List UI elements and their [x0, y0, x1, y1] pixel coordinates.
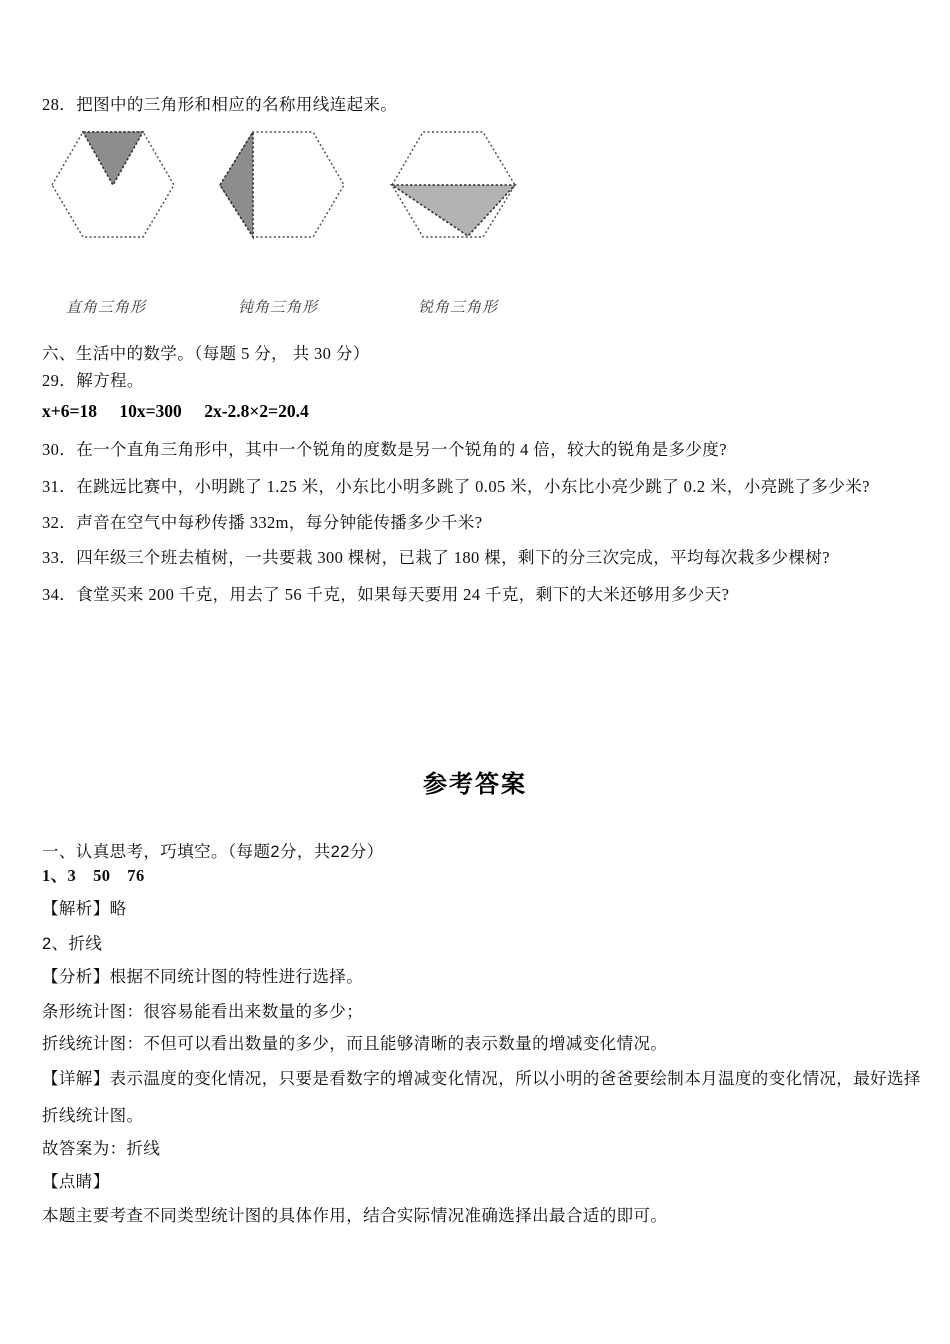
label-obtuse-triangle: 钝角三角形 — [238, 300, 319, 316]
question-32-text: 32．声音在空气中每秒传播 332m，每分钟能传播多少千米? — [42, 513, 483, 532]
question-28-text: 28．把图中的三角形和相应的名称用线连起来。 — [42, 95, 398, 114]
equation-2: 10x=300 — [119, 401, 182, 421]
section-six-heading: 六、生活中的数学。（每题 5 分， 共 30 分） — [42, 344, 370, 363]
label-acute-triangle: 锐角三角形 — [418, 300, 499, 316]
equation-1: x+6=18 — [42, 401, 97, 421]
answer-2-bar-chart-note: 条形统计图：很容易能看出来数量的多少； — [42, 1003, 364, 1021]
hexagon-2-group — [220, 132, 344, 237]
question-30-text: 30．在一个直角三角形中，其中一个锐角的度数是另一个锐角的 4 倍，较大的锐角是多少度? — [42, 440, 727, 459]
answer-2-tip-header: 【点睛】 — [42, 1173, 110, 1191]
equation-3: 2x-2.8×2=20.4 — [204, 401, 309, 421]
answer-key-title: 参考答案 — [423, 771, 527, 798]
answer-2-analysis: 【分析】根据不同统计图的特性进行选择。 — [42, 968, 364, 986]
answer-1-values: 1、3 50 76 — [42, 866, 145, 885]
question-29-equations — [42, 401, 309, 422]
answer-2-line-chart-note: 折线统计图：不但可以看出数量的多少，而且能够清晰的表示数量的增减变化情况。 — [42, 1035, 668, 1053]
answer-section-one-heading: 一、认真思考，巧填空。（每题2分，共22分） — [42, 843, 384, 861]
shaded-left-triangle — [220, 132, 253, 237]
triangle-matching-figure — [40, 122, 520, 247]
question-34-text: 34．食堂买来 200 千克，用去了 56 千克，如果每天要用 24 千克，剩下的大米还够用多少天? — [42, 585, 730, 604]
shaded-lower-right-triangle — [392, 185, 515, 236]
question-31-text: 31．在跳远比赛中，小明跳了 1.25 米，小东比小明多跳了 0.05 米，小东比小亮少跳了 0.2 米，小亮跳了多少米? — [42, 477, 870, 496]
answer-2-detail: 【详解】表示温度的变化情况，只要是看数字的增减变化情况，所以小明的爸爸要绘制本月温度的变化情况，最好选择 — [42, 1070, 921, 1088]
question-33-text: 33．四年级三个班去植树，一共要栽 300 棵树，已栽了 180 棵，剩下的分三次完成，平均每次栽多少棵树? — [42, 548, 830, 567]
answer-2-detail-continued: 折线统计图。 — [42, 1107, 144, 1125]
answer-2-conclusion: 故答案为：折线 — [42, 1140, 161, 1158]
answer-2-value: 2、折线 — [42, 935, 103, 953]
hexagon-1-group — [52, 132, 174, 237]
label-right-triangle: 直角三角形 — [66, 300, 147, 316]
hexagon-3-group — [392, 132, 515, 237]
question-29-text: 29．解方程。 — [42, 371, 144, 390]
shaded-acute-triangle — [83, 132, 143, 185]
answer-1-analysis: 【解析】略 — [42, 900, 127, 918]
answer-2-tip-body: 本题主要考查不同类型统计图的具体作用，结合实际情况准确选择出最合适的即可。 — [42, 1207, 668, 1225]
